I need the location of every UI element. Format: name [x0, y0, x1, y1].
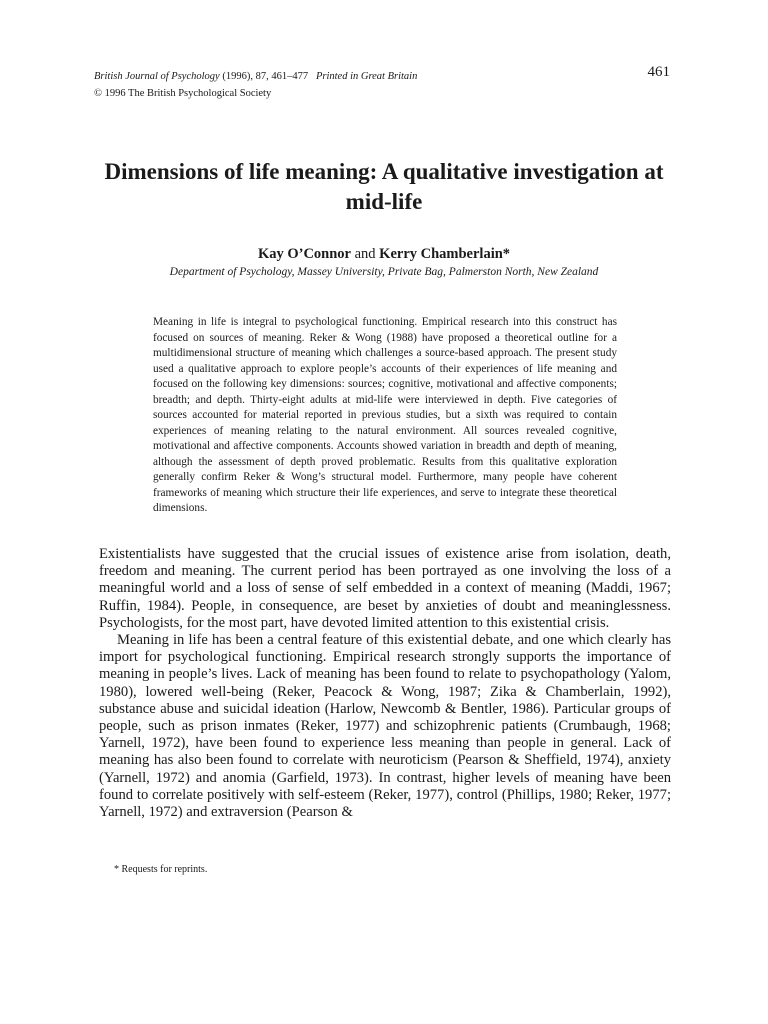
- copyright-line: © 1996 The British Psychological Society: [94, 88, 272, 99]
- running-header: [94, 68, 674, 102]
- affiliation: Department of Psychology, Massey University, Private Bag, Palmerston North, New Zealand: [169, 266, 599, 278]
- author-2: Kerry Chamberlain*: [379, 246, 511, 262]
- footnote: * Requests for reprints.: [114, 864, 208, 875]
- body-paragraph-2: Meaning in life has been a central feature of this existential debate, and one which clearly has import for psychological functioning. Empirical research strongly supports the importance of meaning in people’s lives. Lack of meaning has been found to relate to psychopathology (Yalom, 1980), lowered well-being (Reker, Peacock & Wong, 1987; Zika & Chamberlain, 1992), substance abuse and suicidal ideation (Harlow, Newcomb & Bentler, 1986). Particular groups of people, such as prison inmates (Reker, 1977) and schizophrenic patients (Crumbaugh, 1968; Yarnell, 1972), have been found to experience less meaning than people in general. Lack of meaning has also been found to correlate with neuroticism (Pearson & Sheffield, 1974), anxiety (Yarnell, 1972) and anomia (Garfield, 1973). In contrast, higher levels of meaning have been found to correlate positively with self-esteem (Reker, 1977), control (Phillips, 1980; Reker, 1977; Yarnell, 1972) and extraversion (Pearson &: [99, 632, 671, 821]
- abstract: Meaning in life is integral to psychological functioning. Empirical research into this construct has focused on sources of meaning. Reker & Wong (1988) have proposed a theoretical outline for a multidimensional structure of meaning which challenges a source-based approach. The present study used a qualitative approach to explore people’s accounts of their experiences of life meaning and focused on the following key dimensions: sources; cognitive, motivational and affective components; breadth; and depth. Thirty-eight adults at mid-life were interviewed in depth. Five categories of sources accounted for material reported in previous studies, but a sixth was required to contain experiences of meaning relating to the natural environment. All sources revealed cognitive, motivational and affective components. Accounts showed variation in breadth and depth of meaning, although the assessment of depth proved problematic. Results from this qualitative exploration generally confirm Reker & Wong’s structural model. Furthermore, many people have coherent frameworks of meaning which structure their life experiences, and serve to integrate these theoretical dimensions.: [153, 316, 617, 514]
- citation-details: (1996), 87, 461–477: [219, 71, 309, 82]
- author-line: [0, 246, 768, 263]
- author-1: Kay O’Connor: [257, 246, 351, 262]
- author-conjunction: and: [350, 246, 380, 262]
- article-body: [99, 546, 671, 821]
- article-title: Dimensions of life meaning: A qualitative investigation at mid-life: [104, 159, 664, 214]
- printed-note: Printed in Great Britain: [315, 71, 418, 82]
- body-paragraph-1: Existentialists have suggested that the crucial issues of existence arise from isolation, death, freedom and meaning. The current period has been portrayed as one involving the loss of a meaningful world and a loss of sense of self embedded in a context of meaning (Maddi, 1967; Ruffin, 1984). People, in consequence, are beset by anxieties of doubt and meaninglessness. Psychologists, for the most part, have devoted limited attention to this existential crisis.: [99, 546, 671, 631]
- journal-citation: [94, 68, 674, 85]
- journal-name: British Journal of Psychology: [94, 71, 220, 82]
- page-number: 461: [647, 64, 670, 80]
